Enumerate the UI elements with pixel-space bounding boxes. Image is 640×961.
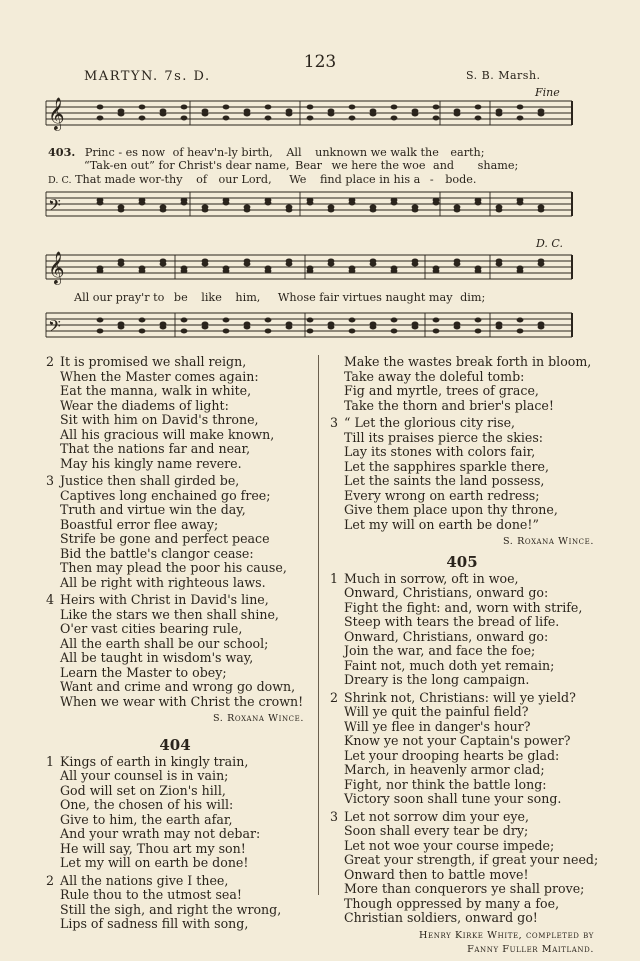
verse-text: Faint not, much doth yet remain; xyxy=(344,657,555,673)
verse-line xyxy=(330,615,594,630)
note-head xyxy=(160,259,167,264)
note-head xyxy=(139,266,146,271)
verse-line xyxy=(46,576,304,591)
verse-line xyxy=(46,755,304,770)
note-head xyxy=(328,259,335,264)
verse-line xyxy=(46,695,304,710)
note-head xyxy=(223,318,230,323)
verse-text: Kings of earth in kingly train, xyxy=(60,753,249,769)
verse-line xyxy=(46,784,304,799)
verse-line xyxy=(46,813,304,828)
note-head xyxy=(265,329,272,334)
verse-line xyxy=(46,680,304,695)
note-head xyxy=(370,322,377,327)
verse-text: Like the stars we then shall shine, xyxy=(60,606,279,622)
verse-text: Onward, Christians, onward go: xyxy=(344,628,549,644)
note-head xyxy=(433,318,440,323)
note-head xyxy=(160,322,167,327)
verse-text: Every wrong on earth redress; xyxy=(344,487,540,503)
verse-number: 3 xyxy=(330,415,339,430)
verse-text: Lay its stones with colors fair, xyxy=(344,444,536,459)
verse-text: Onward, Christians, onward go: xyxy=(344,585,549,600)
note-head xyxy=(433,329,440,334)
verse-text: Bid the battle's clangor cease: xyxy=(60,545,254,561)
tune-name: MARTYN. 7s. D. xyxy=(84,69,211,84)
note-head xyxy=(202,322,209,327)
verse-text: Fig and myrtle, trees of grace, xyxy=(344,383,539,398)
note-head xyxy=(412,259,419,264)
note-head xyxy=(265,105,272,110)
verse-text: Take away the doleful tomb: xyxy=(344,368,525,384)
note-head xyxy=(496,205,503,210)
note-head xyxy=(496,109,503,114)
note-head xyxy=(454,322,461,327)
verse xyxy=(46,755,304,871)
note-head xyxy=(118,109,125,114)
verse-line xyxy=(46,827,304,842)
dc-marking: D. C. xyxy=(536,237,563,250)
note-head xyxy=(370,205,377,210)
verse-line xyxy=(46,489,304,504)
verse-text: Make the wastes break forth in bloom, xyxy=(344,354,592,369)
verse-line xyxy=(330,911,594,926)
verse-text: Christian soldiers, onward go! xyxy=(344,910,538,925)
verse-text: Let my will on earth be done!” xyxy=(344,516,539,532)
lyric-line-2: “Tak-en out” for Christ's dear name, Bear we here the woe and shame; xyxy=(84,159,519,172)
verse xyxy=(46,874,304,932)
verse-line xyxy=(330,601,594,616)
verse-line xyxy=(330,518,594,533)
verse-line xyxy=(46,593,304,608)
verse-line xyxy=(46,413,304,428)
note-head xyxy=(391,329,398,334)
verse-text: “ Let the glorious city rise, xyxy=(344,415,516,430)
verse-line xyxy=(46,622,304,637)
note-head xyxy=(265,318,272,323)
verse-line xyxy=(46,874,304,889)
verse-text: When we wear with Christ the crown! xyxy=(60,693,304,709)
note-head xyxy=(349,329,356,334)
verse-line xyxy=(46,474,304,489)
verse-text: All the nations give I thee, xyxy=(60,872,229,888)
verse-line xyxy=(46,666,304,681)
verse-line xyxy=(46,399,304,414)
verse-line xyxy=(46,547,304,562)
note-head xyxy=(475,318,482,323)
note-head xyxy=(517,198,524,203)
verse-text: More than conquerors ye shall prove; xyxy=(344,881,585,896)
note-head xyxy=(160,109,167,114)
verse-line xyxy=(46,798,304,813)
note-head xyxy=(265,266,272,271)
note-head xyxy=(517,105,524,110)
verse-line xyxy=(330,824,594,839)
verse-text: Will ye flee in danger's hour? xyxy=(344,718,531,734)
note-head xyxy=(202,109,209,114)
verse-number: 2 xyxy=(330,689,339,705)
verse xyxy=(46,474,304,590)
verse-line xyxy=(46,457,304,472)
verse-text: Let your drooping hearts be glad: xyxy=(344,747,560,763)
note-head xyxy=(454,109,461,114)
note-head xyxy=(328,205,335,210)
verse-text: Onward then to battle move! xyxy=(344,866,529,882)
verse-text: Heirs with Christ in David's line, xyxy=(60,592,269,607)
verse-line xyxy=(330,644,594,659)
note-head xyxy=(517,116,524,121)
note-head xyxy=(391,116,398,121)
note-head xyxy=(244,109,251,114)
note-head xyxy=(349,116,356,121)
verse-text: Join the war, and face the foe; xyxy=(344,643,536,658)
note-head xyxy=(223,198,230,203)
verse-number: 3 xyxy=(46,473,55,488)
verse-text: Wear the diadems of light: xyxy=(60,397,229,413)
note-head xyxy=(97,329,104,334)
page-number: 123 xyxy=(303,52,337,72)
note-head xyxy=(349,198,356,203)
verse-text: Give to him, the earth afar, xyxy=(60,811,233,827)
verse-line xyxy=(330,630,594,645)
verse-line xyxy=(46,428,304,443)
note-head xyxy=(538,205,545,210)
note-head xyxy=(370,109,377,114)
verse-line xyxy=(330,868,594,883)
verse-line xyxy=(330,691,594,706)
bass-clef: 𝄢 xyxy=(48,195,61,219)
note-head xyxy=(433,116,440,121)
verse-line xyxy=(46,888,304,903)
verse-line xyxy=(330,355,594,370)
note-head xyxy=(223,116,230,121)
verse-line xyxy=(330,763,594,778)
verse-text: Let the sapphires sparkle there, xyxy=(344,458,549,474)
verse-text: It is promised we shall reign, xyxy=(60,354,247,369)
verse-text: Great your strength, if great your need; xyxy=(344,852,599,867)
verse-line xyxy=(46,769,304,784)
note-head xyxy=(349,318,356,323)
verse-text: Know ye not your Captain's power? xyxy=(344,733,571,748)
note-head xyxy=(454,205,461,210)
verse-text: Fight, nor think the battle long: xyxy=(344,776,547,792)
verse-line xyxy=(46,355,304,370)
hymn-405-author-1: Henry Kirke White, completed by xyxy=(419,929,594,941)
verse-text: Dreary is the long campaign. xyxy=(344,672,530,687)
verse-text: March, in heavenly armor clad; xyxy=(344,762,545,777)
bass-clef: 𝄢 xyxy=(48,316,61,340)
verse-text: Let not woe your course impede; xyxy=(344,837,555,853)
verse-text: All his gracious will make known, xyxy=(60,426,275,442)
note-head xyxy=(286,205,293,210)
note-head xyxy=(118,205,125,210)
verse-line xyxy=(330,474,594,489)
verse-line xyxy=(330,778,594,793)
note-head xyxy=(97,318,104,323)
verse-line xyxy=(46,637,304,652)
verse-line xyxy=(330,431,594,446)
verse-line xyxy=(330,810,594,825)
note-head xyxy=(475,116,482,121)
verse-line xyxy=(46,370,304,385)
note-head xyxy=(307,116,314,121)
note-head xyxy=(538,322,545,327)
verse-text: Will ye quit the painful field? xyxy=(344,704,529,719)
verse-text: Much in sorrow, oft in woe, xyxy=(344,570,519,586)
column-divider xyxy=(318,355,319,895)
note-head xyxy=(391,198,398,203)
verse-line xyxy=(46,561,304,576)
verse-text: Though oppressed by many a foe, xyxy=(344,895,560,911)
verse-number: 1 xyxy=(46,753,55,769)
verse-text: Still the sigh, and right the wrong, xyxy=(60,901,282,917)
verse xyxy=(330,808,599,926)
verse-line xyxy=(330,489,594,504)
verse xyxy=(46,355,304,471)
verse xyxy=(46,593,304,709)
note-head xyxy=(223,105,230,110)
verse-text: Sit with him on David's throne, xyxy=(60,412,259,427)
verse-line xyxy=(330,460,594,475)
verse-text: Justice then shall girded be, xyxy=(60,473,240,488)
note-head xyxy=(181,105,188,110)
verse-text: One, the chosen of his will: xyxy=(60,797,234,812)
verse-text: Shrink not, Christians: will ye yield? xyxy=(344,689,576,705)
verse-text: May his kingly name revere. xyxy=(60,455,242,471)
verse-number: 1 xyxy=(330,570,339,586)
note-head xyxy=(412,322,419,327)
note-head xyxy=(538,109,545,114)
note-head xyxy=(475,266,482,271)
verse-line xyxy=(46,518,304,533)
note-head xyxy=(139,198,146,203)
verse-line xyxy=(46,856,304,871)
note-head xyxy=(307,198,314,203)
verse xyxy=(330,691,594,807)
verse-text: Boastful error flee away; xyxy=(60,516,219,532)
note-head xyxy=(244,322,251,327)
verse-line xyxy=(46,503,304,518)
treble-clef: 𝄞 xyxy=(48,97,65,130)
note-head xyxy=(139,318,146,323)
verse-text: Then may plead the poor his cause, xyxy=(60,560,287,575)
note-head xyxy=(265,198,272,203)
note-head xyxy=(97,198,104,203)
verse-text: Strife be gone and perfect peace xyxy=(60,531,270,546)
verse-text: When the Master comes again: xyxy=(60,368,259,384)
lyric-line-4: All our pray'r to be like him, Whose fair virtues naught may dim; xyxy=(74,291,486,304)
note-head xyxy=(517,266,524,271)
note-head xyxy=(118,322,125,327)
note-head xyxy=(139,329,146,334)
note-head xyxy=(181,116,188,121)
verse-line xyxy=(330,882,594,897)
verse-number: 3 xyxy=(330,808,339,824)
note-head xyxy=(97,105,104,110)
note-head xyxy=(244,259,251,264)
verse-line xyxy=(330,673,594,688)
note-head xyxy=(433,198,440,203)
hymn-403-verses xyxy=(46,355,304,935)
note-head xyxy=(433,266,440,271)
note-head xyxy=(97,266,104,271)
note-head xyxy=(307,105,314,110)
verse-text: Truth and virtue win the day, xyxy=(60,502,246,517)
note-head xyxy=(307,318,314,323)
verse-line xyxy=(46,651,304,666)
verse-line xyxy=(330,572,594,587)
lyric-line-1: 403. Princ - es now of heav'n-ly birth, All unknown we walk the earth; xyxy=(48,145,485,159)
verse-text: Let not sorrow dim your eye, xyxy=(344,808,529,824)
note-head xyxy=(181,266,188,271)
hymn-405-number: 405 xyxy=(446,552,478,571)
verse-line xyxy=(330,720,594,735)
verse-text: Learn the Master to obey; xyxy=(60,664,227,680)
verse-text: Lips of sadness fill with song, xyxy=(60,916,249,931)
verse-line xyxy=(330,734,594,749)
verse-text: Soon shall every tear be dry; xyxy=(344,823,529,838)
note-head xyxy=(97,116,104,121)
note-head xyxy=(181,318,188,323)
verse-line xyxy=(46,532,304,547)
note-head xyxy=(160,205,167,210)
verse-line xyxy=(330,852,599,868)
fine-marking: Fine xyxy=(535,86,560,99)
verse-text: Eat the manna, walk in white, xyxy=(60,383,252,398)
verse-line xyxy=(330,749,594,764)
verse-line xyxy=(46,903,304,918)
note-head xyxy=(391,105,398,110)
verse-text: Take the thorn and brier's place! xyxy=(344,397,554,413)
note-head xyxy=(412,205,419,210)
note-head xyxy=(475,198,482,203)
verse-line xyxy=(46,608,304,623)
note-head xyxy=(475,329,482,334)
verse-line xyxy=(330,416,594,431)
treble-clef: 𝄞 xyxy=(48,251,65,284)
note-head xyxy=(202,205,209,210)
verse-line xyxy=(330,659,594,674)
verse-line xyxy=(46,384,304,399)
verse-text: Captives long enchained go free; xyxy=(60,487,271,503)
hymn-404-number: 404 xyxy=(159,735,191,754)
note-head xyxy=(286,322,293,327)
verse-text: O'er vast cities bearing rule, xyxy=(60,621,243,636)
verse-line xyxy=(330,705,594,720)
verse-number: 2 xyxy=(46,354,55,369)
verse-text: Give them place upon thy throne, xyxy=(344,502,558,517)
note-head xyxy=(139,116,146,121)
verse-text: God will set on Zion's hill, xyxy=(60,782,226,798)
note-head xyxy=(391,266,398,271)
verse-text: That the nations far and near, xyxy=(60,441,251,456)
lyric-line-3: D. C. That made wor-thy of our Lord, We find place in his a - bode. xyxy=(48,173,477,186)
note-head xyxy=(265,116,272,121)
verse-text: He will say, Thou art my son! xyxy=(60,840,246,856)
verse-text: Till its praises pierce the skies: xyxy=(344,429,544,445)
note-head xyxy=(139,105,146,110)
verse xyxy=(330,355,594,413)
note-head xyxy=(223,266,230,271)
note-head xyxy=(496,259,503,264)
verse-text: Rule thou to the utmost sea! xyxy=(60,887,242,902)
note-head xyxy=(433,105,440,110)
note-head xyxy=(475,105,482,110)
verse-text: And your wrath may not debar: xyxy=(60,826,261,841)
verse-text: All be taught in wisdom's way, xyxy=(60,650,254,665)
verse-line xyxy=(330,370,594,385)
verse-line xyxy=(330,897,594,912)
verse-text: Let the saints the land possess, xyxy=(344,473,545,488)
verse-line xyxy=(330,839,594,854)
verse-text: Fight the fight: and, worn with strife, xyxy=(344,599,583,615)
hymn-404-author: S. Roxana Wince. xyxy=(502,536,594,547)
verse-line xyxy=(330,399,594,414)
note-head xyxy=(454,259,461,264)
note-head xyxy=(517,329,524,334)
verse-line xyxy=(46,442,304,457)
verse-text: All be right with righteous laws. xyxy=(60,574,266,590)
verse-line xyxy=(330,503,594,518)
verse-text: Let my will on earth be done! xyxy=(60,855,249,870)
verse-line xyxy=(46,842,304,857)
verse-line xyxy=(330,384,594,399)
verse-text: Steep with tears the bread of life. xyxy=(344,614,560,629)
note-head xyxy=(328,109,335,114)
hymn-405-author-2: Fanny Fuller Maitland. xyxy=(467,944,594,955)
note-head xyxy=(202,259,209,264)
note-head xyxy=(307,266,314,271)
note-head xyxy=(244,205,251,210)
note-head xyxy=(349,105,356,110)
verse-number: 4 xyxy=(46,592,55,607)
note-head xyxy=(370,259,377,264)
verse xyxy=(330,572,594,688)
note-head xyxy=(391,318,398,323)
note-head xyxy=(307,329,314,334)
hymn-404-continued xyxy=(330,354,599,958)
note-head xyxy=(223,329,230,334)
note-head xyxy=(286,109,293,114)
note-head xyxy=(538,259,545,264)
verse-line xyxy=(330,792,594,807)
verse xyxy=(330,416,594,532)
verse-line xyxy=(330,445,594,460)
hymn-403-author: S. Roxana Wince. xyxy=(212,713,304,724)
note-head xyxy=(181,198,188,203)
verse-number: 2 xyxy=(46,872,55,888)
note-head xyxy=(412,109,419,114)
verse-text: Want and crime and wrong go down, xyxy=(60,679,296,694)
note-head xyxy=(181,329,188,334)
note-head xyxy=(286,259,293,264)
composer: S. B. Marsh. xyxy=(466,69,541,82)
verse-text: Victory soon shall tune your song. xyxy=(344,791,562,806)
note-head xyxy=(496,322,503,327)
verse-text: All your counsel is in vain; xyxy=(60,768,229,783)
note-head xyxy=(349,266,356,271)
verse-text: All the earth shall be our school; xyxy=(60,635,269,651)
verse-line xyxy=(46,917,304,932)
note-head xyxy=(118,259,125,264)
verse-line xyxy=(330,586,594,601)
note-head xyxy=(328,322,335,327)
note-head xyxy=(517,318,524,323)
